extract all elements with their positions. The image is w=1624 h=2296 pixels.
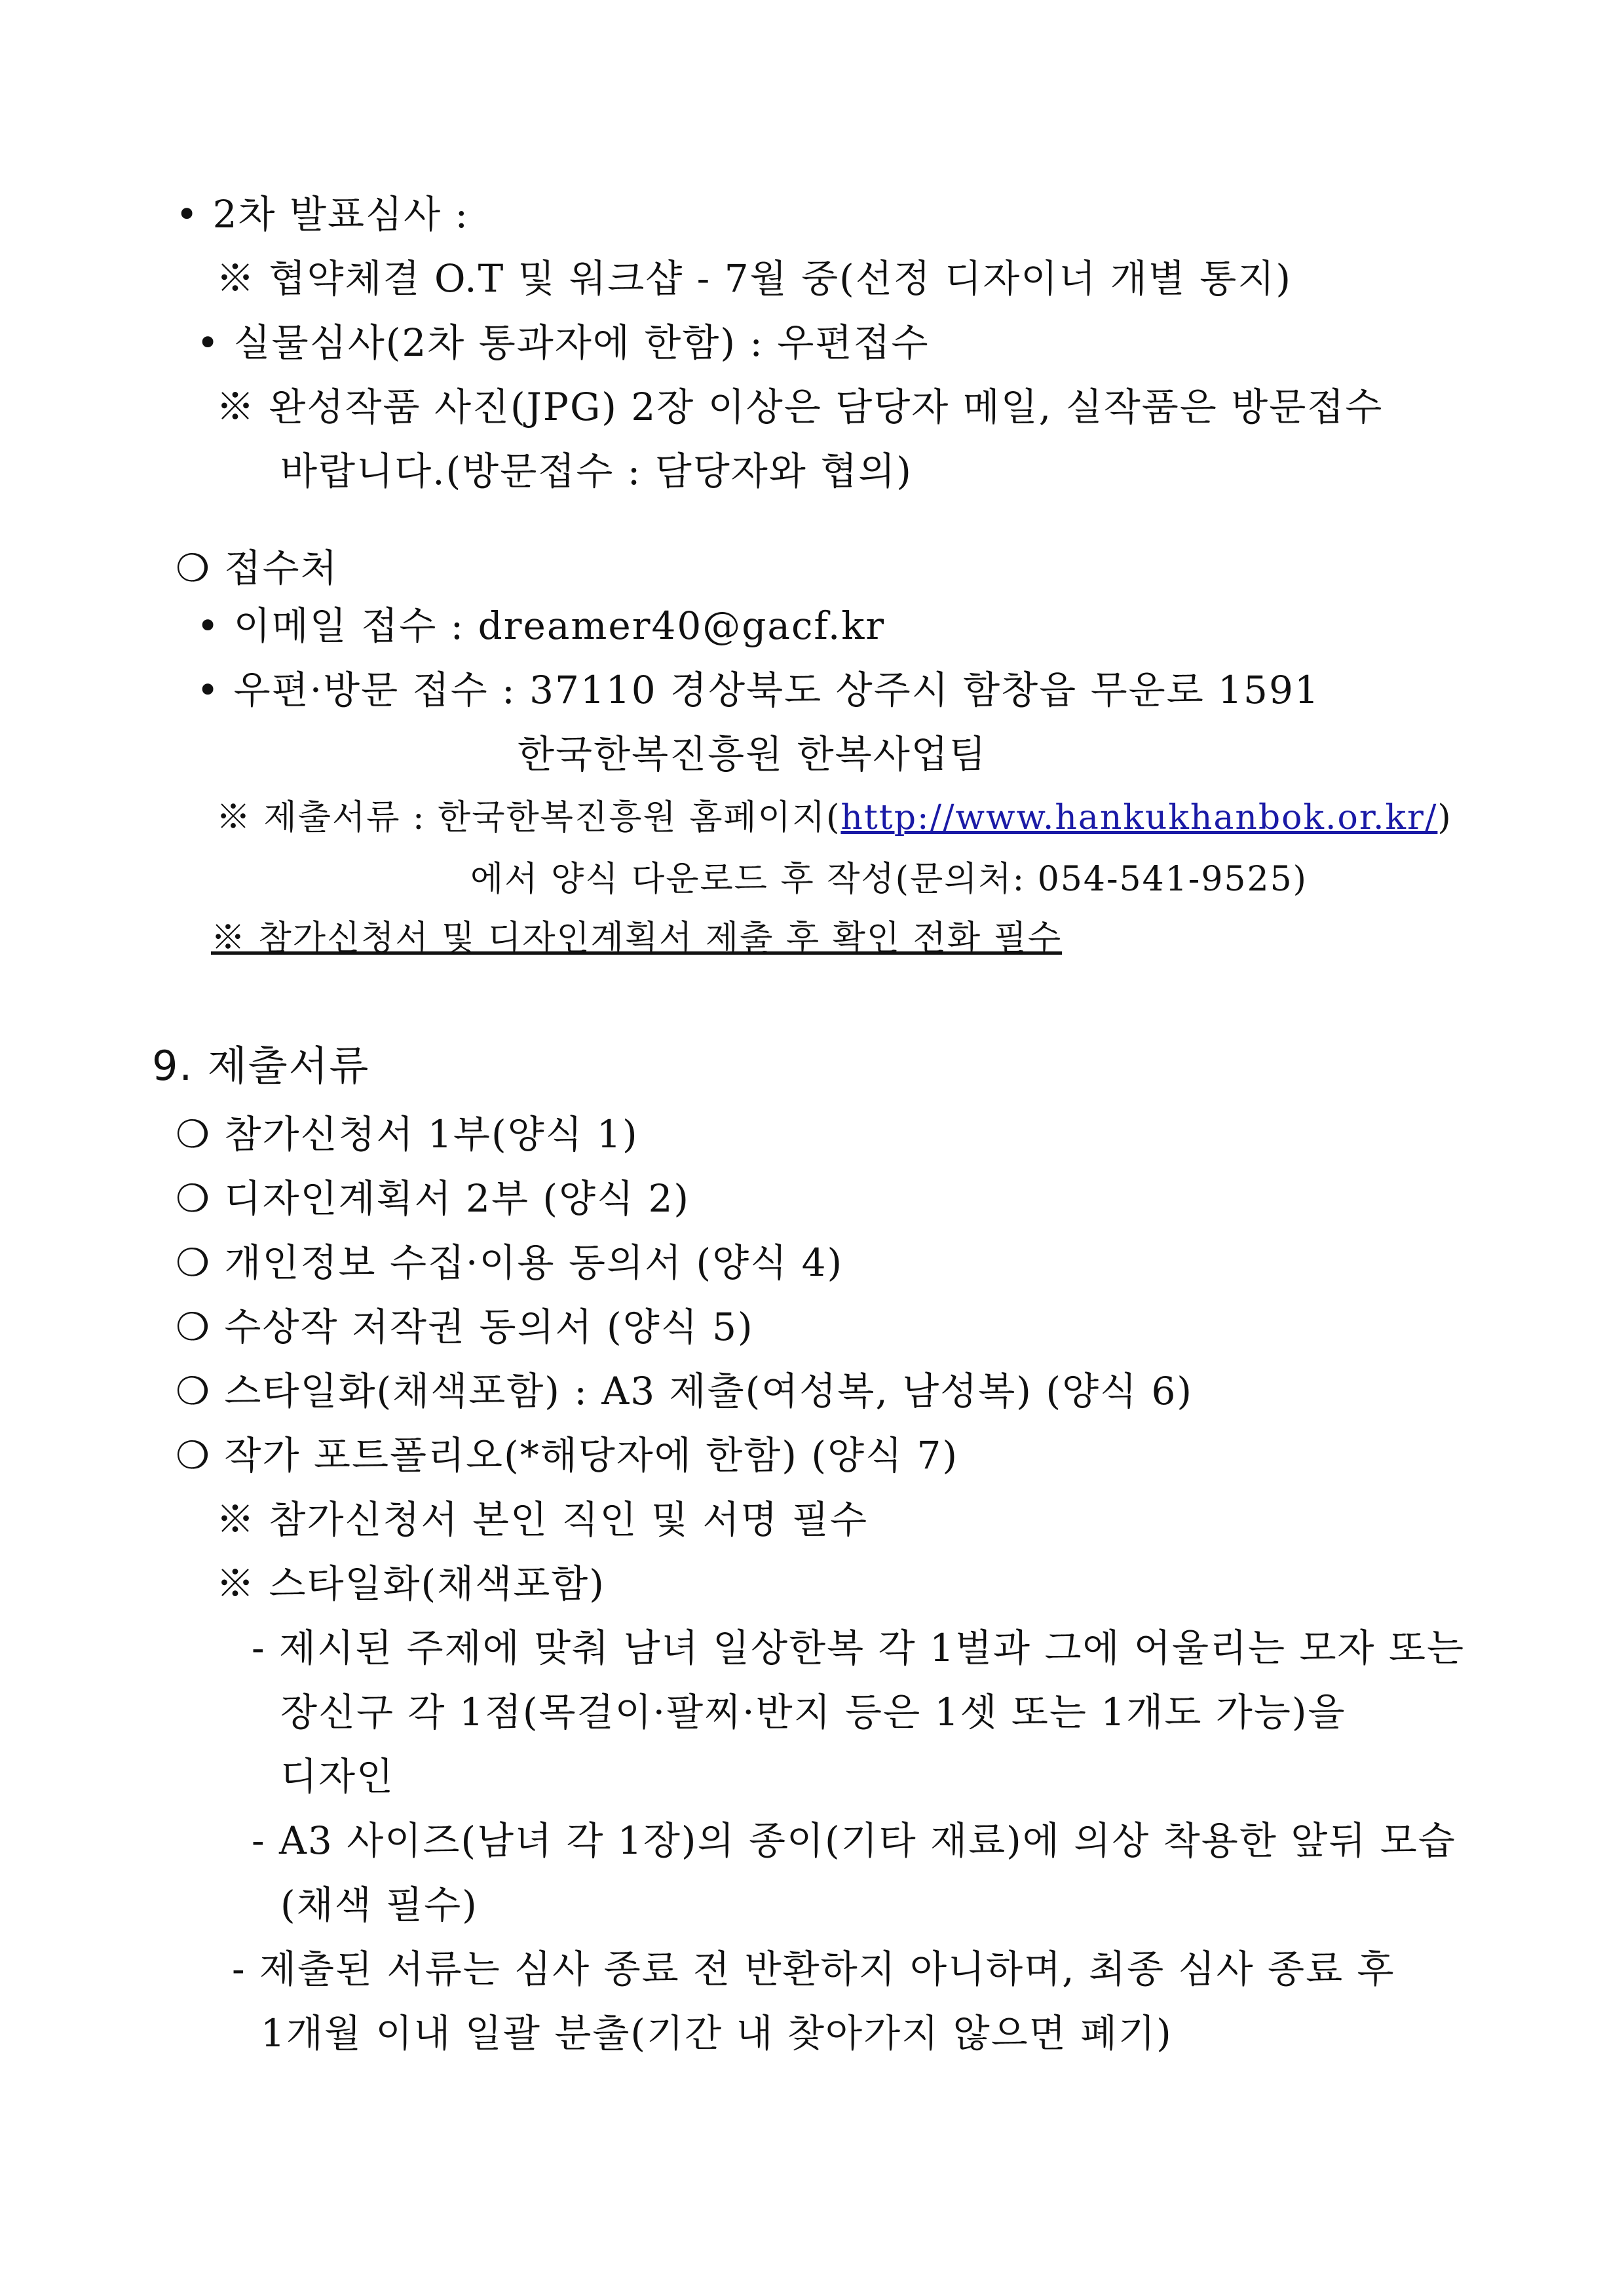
doc-item-application: ❍ 참가신청서 1부(양식 1) <box>176 1112 639 1157</box>
second-presentation-review: • 2차 발표심사 : <box>176 192 470 237</box>
section-9-heading: 9. 제출서류 <box>152 1042 370 1090</box>
style-drawing-detail-2: - A3 사이즈(남녀 각 1장)의 종이(기타 재료)에 의상 착용한 앞뒤 모습 <box>252 1818 1456 1863</box>
reception-heading: ❍ 접수처 <box>176 546 339 590</box>
style-drawing-detail-2-cont: (채색 필수) <box>280 1883 478 1927</box>
doc-item-design-plan: ❍ 디자인계획서 2부 (양식 2) <box>176 1176 690 1221</box>
homepage-link[interactable]: http://www.hankukhanbok.or.kr/ <box>840 798 1438 837</box>
style-drawing-note: ※ 스타일화(채색포함) <box>216 1561 605 1606</box>
call-required-note: ※ 참가신청서 및 디자인계획서 제출 후 확인 전화 필수 <box>211 919 1063 958</box>
post-visit-reception: • 우편·방문 접수 : 37110 경상북도 상주시 함창읍 무운로 1591 <box>197 668 1320 712</box>
return-policy: - 제출된 서류는 심사 종료 전 반환하지 아니하며, 최종 심사 종료 후 <box>232 1947 1395 1991</box>
doc-item-privacy-consent: ❍ 개인정보 수집·이용 동의서 (양식 4) <box>176 1240 844 1285</box>
submission-docs-note <box>216 798 1452 837</box>
email-reception: • 이메일 접수 : dreamer40@gacf.kr <box>197 603 886 648</box>
submission-docs-note-prefix: ※ 제출서류 : 한국한복진흥원 홈페이지( <box>216 798 841 837</box>
reception-organization: 한국한복진흥원 한복사업팀 <box>518 732 987 776</box>
doc-item-style-drawing: ❍ 스타일화(채색포함) : A3 제출(여성복, 남성복) (양식 6) <box>176 1369 1193 1413</box>
return-policy-cont: 1개월 이내 일괄 분출(기간 내 찾아가지 않으면 폐기) <box>261 2011 1173 2056</box>
doc-item-copyright-consent: ❍ 수상작 저작권 동의서 (양식 5) <box>176 1305 754 1349</box>
agreement-ot-note: ※ 협약체결 O.T 및 워크샵 - 7월 중(선정 디자이너 개별 통지) <box>216 256 1292 301</box>
submission-docs-note-line2: 에서 양식 다운로드 후 작성(문의처: 054-541-9525) <box>470 860 1308 899</box>
photo-submission-note: ※ 완성작품 사진(JPG) 2장 이상은 담당자 메일, 실작품은 방문접수 <box>216 385 1384 429</box>
seal-signature-note: ※ 참가신청서 본인 직인 및 서명 필수 <box>216 1497 869 1542</box>
style-drawing-detail-1-cont: 장신구 각 1점(목걸이·팔찌·반지 등은 1셋 또는 1개도 가능)을 <box>280 1690 1346 1734</box>
style-drawing-detail-1-end: 디자인 <box>280 1754 395 1799</box>
doc-item-portfolio: ❍ 작가 포트폴리오(*해당자에 한함) (양식 7) <box>176 1433 959 1478</box>
style-drawing-detail-1: - 제시된 주제에 맞춰 남녀 일상한복 각 1벌과 그에 어울리는 모자 또는 <box>252 1626 1465 1670</box>
photo-submission-note-cont: 바랍니다.(방문접수 : 담당자와 협의) <box>280 449 913 493</box>
physical-review: • 실물심사(2차 통과자에 한함) : 우편접수 <box>197 320 930 365</box>
submission-docs-note-suffix: ) <box>1437 798 1452 837</box>
